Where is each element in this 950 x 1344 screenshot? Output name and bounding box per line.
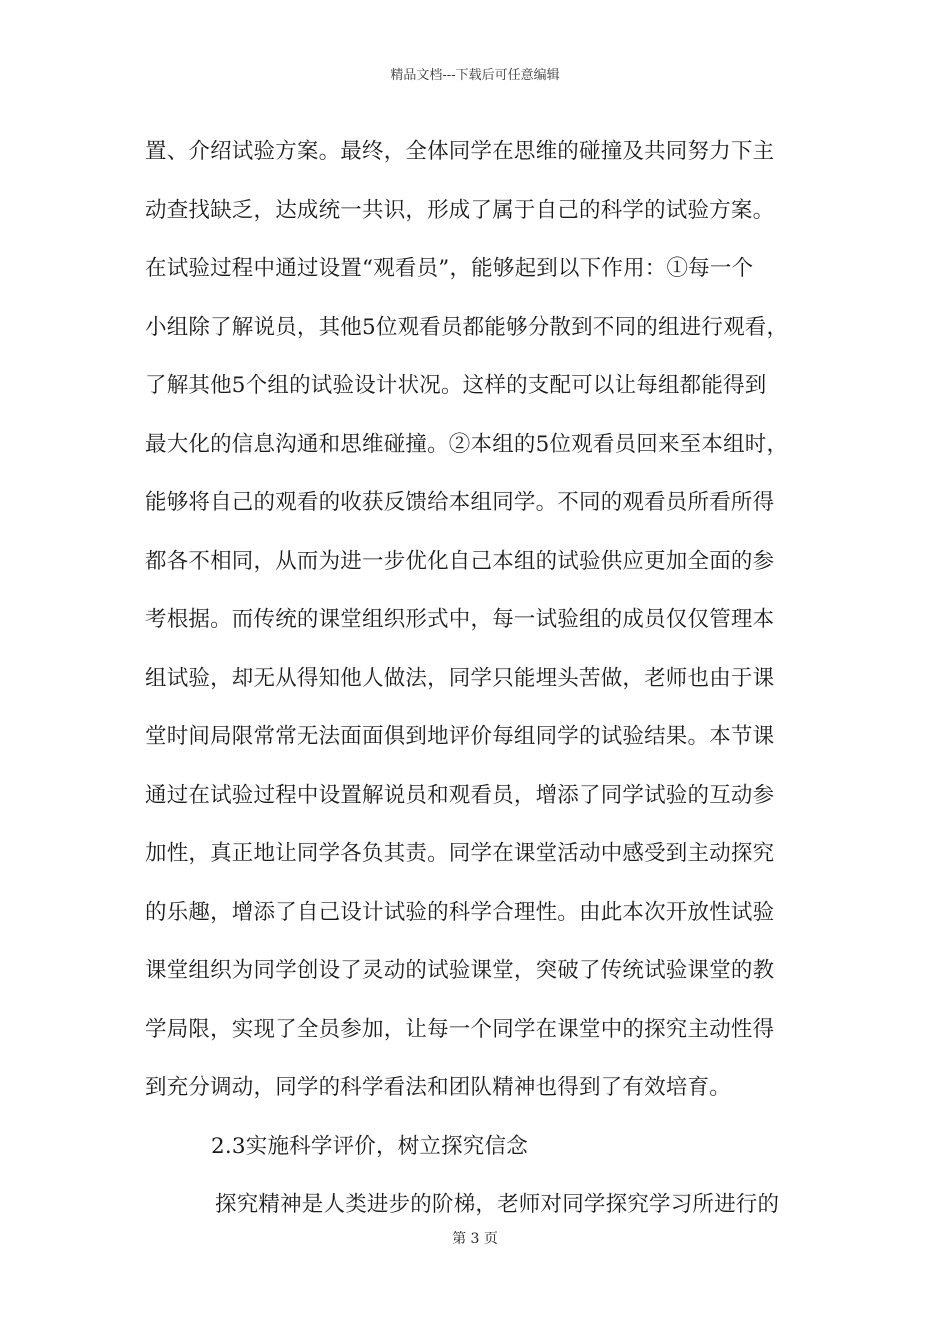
text-line: 课堂组织为同学创设了灵动的试验课堂，突破了传统试验课堂的教 bbox=[145, 958, 775, 983]
section-heading: 2.3实施科学评价，树立探究信念 bbox=[211, 1133, 528, 1159]
text-line: 探究精神是人类进步的阶梯，老师对同学探究学习所进行的 bbox=[215, 1192, 780, 1217]
text-line: 置、介绍试验方案。最终，全体同学在思维的碰撞及共同努力下主 bbox=[145, 139, 775, 164]
text-line: 堂时间局限常常无法面面俱到地评价每组同学的试验结果。本节课 bbox=[145, 724, 775, 749]
text-line: 通过在试验过程中设置解说员和观看员，增添了同学试验的互动参 bbox=[145, 782, 775, 808]
text-line: 动查找缺乏，达成统一共识，形成了属于自己的科学的试验方案。 bbox=[145, 197, 775, 223]
text-line: 学局限，实现了全员参加，让每一个同学在课堂中的探究主动性得 bbox=[145, 1016, 775, 1042]
text-line: 加性，真正地让同学各负其责。同学在课堂活动中感受到主动探究 bbox=[145, 841, 775, 866]
text-line: 的乐趣，增添了自己设计试验的科学合理性。由此本次开放性试验 bbox=[145, 899, 775, 925]
text-line: 能够将自己的观看的收获反馈给本组同学。不同的观看员所看所得 bbox=[145, 490, 775, 515]
text-line: 到充分调动，同学的科学看法和团队精神也得到了有效培育。 bbox=[145, 1075, 731, 1100]
page-number: 第 3 页 bbox=[452, 1231, 498, 1247]
page-header: 精品文档---下载后可任意编辑 bbox=[390, 68, 560, 83]
text-line: 考根据。而传统的课堂组织形式中，每一试验组的成员仅仅管理本 bbox=[145, 607, 775, 632]
body-text bbox=[145, 123, 825, 1235]
text-line: 了解其他5个组的试验设计状况。这样的支配可以让每组都能得到 bbox=[145, 373, 767, 398]
text-line: 组试验，却无从得知他人做法，同学只能埋头苦做，老师也由于课 bbox=[145, 665, 775, 691]
text-line: 最大化的信息沟通和思维碰撞。②本组的5位观看员回来至本组时， bbox=[145, 431, 789, 457]
text-line: 都各不相同，从而为进一步优化自己本组的试验供应更加全面的参 bbox=[145, 548, 775, 574]
text-line: 在试验过程中通过设置“观看员”，能够起到以下作用：①每一个 bbox=[145, 256, 754, 281]
text-line: 小组除了解说员，其他5位观看员都能够分散到不同的组进行观看， bbox=[145, 314, 789, 340]
